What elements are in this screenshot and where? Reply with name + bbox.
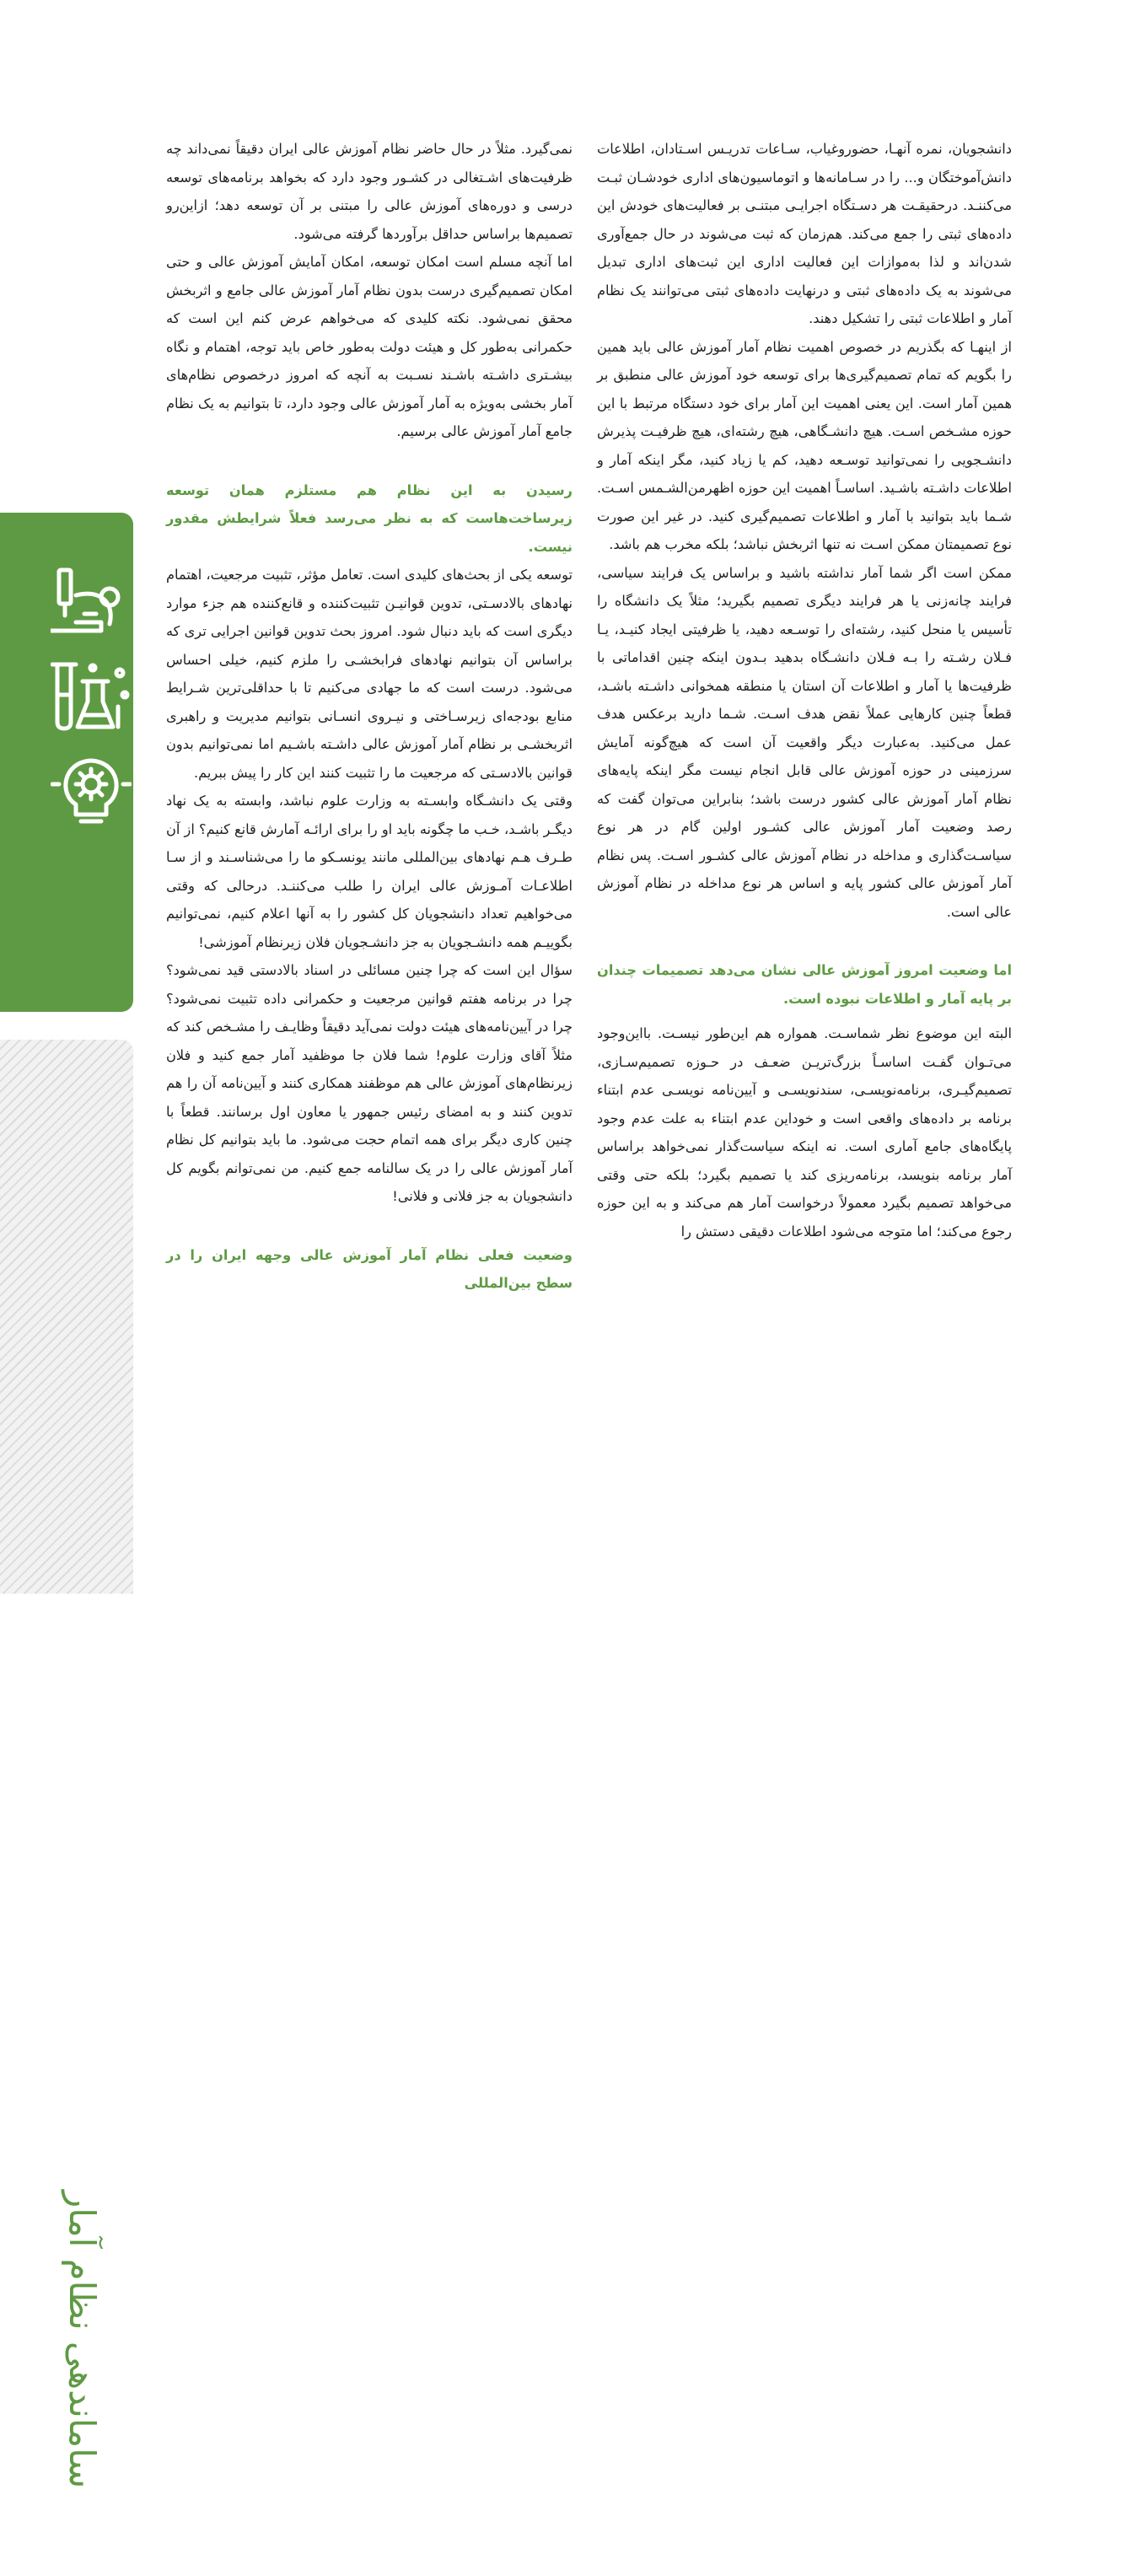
microscope-icon	[51, 563, 132, 639]
paragraph: توسعه یکی از بحث‌های کلیدی است. تعامل مؤثر، تثبیت مرجعیت، اهتمام نهادهای بالادسـتی، تدوین قوانیـن تثبیت‌کننده و قانع‌کننده هم جزء موارد دیگری است که باید دنبال شود. امروز بحث تدوین قوانین اجرایی تری که براساس آن بتوانیم نهادهای فرابخشـی را ملزم کنیم، خیلی احساس می‌شود. درست است که ما جهادی می‌کنیم تا با حداقلی‌ترین شـرایط منابع بودجه‌ای زیرسـاختی و نیـروی انسـانی بتوانیم مدیریت و راهبری اثربخشـی بر نظام آمار آموزش عالی داشـته باشـیم اما نمی‌توانیم بدون قوانین بالادسـتی که مرجعیت ما را تثبیت کنند این کار را پیش ببریم.	[166, 567, 573, 781]
lightbulb-gear-icon	[51, 750, 132, 826]
paragraph: سؤال این است که چرا چنین مسائلی در اسناد بالادستی قید نمی‌شود؟ چرا در برنامه هفتم قوانین مرجعیت و حکمرانی داده تثبیت نمی‌شود؟ چرا در آیین‌نامه‌های هیئت دولت نمی‌آید دقیقاً وظایـف را مشـخص کند که مثلاً آقای وزارت علوم! شما فلان جا موظفید آمار جمع کنید و فلان زیرنظام‌های آموزش عالی هم موظفند همکاری کنند و آیین‌نامه آن را هم تدوین کنند و به امضای رئیس جمهور یا معاون اول برسانند. قطعاً با چنین کاری دیگر برای همه اتمام حجت می‌شود. ما باید بتوانیم کل نظام آمار آموزش عالی را در یک سالنامه جمع کنیم. من نمی‌توانم بگویم کل دانشجویان به جز فلانی و فلانی!	[166, 962, 573, 1204]
right-column	[597, 135, 1012, 1245]
paragraph: البته این موضوع نظر شماسـت. همواره هم این‌طور نیسـت. بااین‌وجود می‌تـوان گفـت اساسـاً بزرگ‌تریـن ضعـف در حـوزه تصمیم‌سـازی، تصمیم‌گیـری، برنامه‌نویسـی، سندنویسـی و آیین‌نامه نویسـی عدم ابتناء برنامه بر داده‌های واقعی است و خوداین عدم ابتناء به علت عدم وجود پایگاه‌های جامع آماری است. نه اینکه سیاست‌گذار نمی‌خواهد براساس آمار برنامه بنویسد، برنامه‌ریزی کند یا تصمیم بگیرد؛ بلکه حتی وقتی می‌خواهد تصمیم بگیرد معمولاً درخواست آمار هم می‌کند و به این حوزه رجوع می‌کند؛ اما متوجه می‌شود اطلاعات دقیقی دستش را	[597, 1025, 1012, 1240]
paragraph: دانشجویان، نمره آنهـا، حضوروغیاب، سـاعات تدریـس اسـتادان، اطلاعات دانش‌آموختگان و... را در سـامانه‌ها و اتوماسیون‌های اداری خودشـان ثبـت می‌کننـد. درحقیقـت هر دسـتگاه اجرایـی مبتنـی بر فعالیت‌های خودش این داده‌های ثبتی را جمع می‌کند. هم‌زمان که ثبت می‌شوند در حال جمع‌آوری شدن‌اند و لذا به‌موازات این فعالیت اداری این ثبت‌های اداری تبدیل می‌شوند به یک داده‌های ثبتی و درنهایت داده‌های ثبتی می‌توانند یک نظام آمار و اطلاعات ثبتی را تشکیل دهند.	[597, 141, 1012, 326]
paragraph: از اینهـا که بگذریم در خصوص اهمیت نظام آمار آموزش عالی باید همین را بگویم که تمام تصمیم‌گیری‌ها برای توسعه خود آموزش عالی منطبق بر همین آمار است. این یعنی اهمیت این آمار برای خود دستگاه مرتبط با این حوزه مشـخص اسـت. هیچ دانشـگاهی، هیچ رشته‌ای، هیچ ظرفیـت پذیرش دانشـجویی را نمی‌توانید توسـعه دهید، کم یا زیاد کنید، مگر اینکه آمار و اطلاعات داشـته باشـید. اساسـاً اهمیت این حوزه اظهرمن‌الشـمس اسـت. شـما باید بتوانید با آمار و اطلاعات تصمیم‌گیری کنید. در غیر این صورت نوع تصمیمتان ممکن اسـت نه تنها اثربخش نباشد؛ بلکه مخرب هم باشد.	[597, 338, 1012, 552]
paragraph: اما آنچه مسلم است امکان توسعه، امکان آمایش آموزش عالی و حتی امکان تصمیم‌گیری درست بدون نظام آمار آموزش عالی جامع و اثربخش محقق نمی‌شود. نکته کلیدی که می‌خواهم عرض کنم این است که حکمرانی به‌طور کل و هیئت دولت به‌طور خاص باید توجه، اهتمام و نگاه بیشـتری داشـته باشـند نسـبت به آنچه که امروز درخصوص نظام‌های آمار بخشی به‌ویژه به آمار آموزش عالی وجود دارد، تا بتوانیم به یک نظام جامع آمار آموزش عالی برسیم.	[166, 254, 573, 439]
interview-question: وضعیت فعلی نظام آمار آموزش عالی وجهه ایران را در سطح بین‌المللی	[166, 1246, 573, 1291]
lab-flasks-icon	[51, 656, 132, 732]
sidebar-striped-panel	[0, 1040, 133, 2489]
sidebar-green-panel	[0, 513, 133, 1012]
left-column	[166, 135, 573, 1298]
paragraph: ممکن است اگر شما آمار نداشته باشید و براساس یک فرایند سیاسی، فرایند چانه‌زنی یا هر فرایند دیگری تصمیم بگیرید؛ مثلاً یک دانشگاه را تأسیس یا منحل کنید، رشته‌ای را توسـعه دهید، یا ظرفیتی ایجاد کنیـد، یـا فـلان رشـته را بـه فـلان دانشـگاه بدهید بـدون اینکه چنین اقداماتی با ظرفیت‌ها یا آمار و اطلاعات آن استان یا منطقه همخوانی داشـته باشـد، قطعاً چنین کارهایی عملاً نقض هدف اسـت. شـما دارید برعکس هدف عمل می‌کنید. به‌عبارت دیگر واقعیت آن است که هیچ‌گونه آمایش سرزمینی در حوزه آموزش عالی قابل انجام نیست مگر اینکه پایه‌های نظام آمار آموزش عالی کشور درست باشد؛ بنابراین می‌توان گفت که رصد وضعیت آمار آموزش عالی کشـور اولین گام در هر نوع سیاسـت‌گذاری و مداخله در نظام آموزش عالی کشـور اسـت. پس نظام آمار آموزش عالی کشور پایه و اساس هر نوع مداخله در نظام آموزش عالی است.	[597, 564, 1012, 920]
interview-question: اما وضعیت امروز آموزش عالی نشان می‌دهد تصمیمات چندان بر پایه آمار و اطلاعات نبوده است.	[597, 962, 1012, 1007]
paragraph: نمی‌گیرد. مثلاً در حال حاضر نظام آموزش عالی ایران دقیقاً نمی‌داند چه ظرفیت‌های اشـتغالی در کشـور وجود دارد که بخواهد برنامه‌های توسعه درسی و دوره‌های آموزش عالی را مبتنی بر آن توسعه دهد؛ ازاین‌رو تصمیم‌ها براساس حداقل برآوردها گرفته می‌شود.	[166, 141, 573, 242]
section-title: ساماندهی نظام آمار	[62, 2191, 103, 2489]
paragraph: وقتی یک دانشـگاه وابسـته به وزارت علوم نباشد، وابسته به یک نهاد دیگـر باشـد، خـب ما چگونه باید او را برای ارائـه آمارش قانع کنیم؟ از آن طـرف هـم نهادهای بین‌المللی مانند یونسـکو ما را می‌شناسـند و از سـا اطلاعـات آمـوزش عالی ایران را طلب می‌کننـد. درحالی که وقتی می‌خواهیم تعداد دانشجویان کل کشور را به آنها اعلام کنیم، نمی‌توانیم بگوییـم همه دانشـجویان به جز دانشـجویان فلان زیرنظام آموزشی!	[166, 793, 573, 950]
interview-question: رسیدن به این نظام هم مستلزم همان توسعه زیرساخت‌هاست که به نظر می‌رسد فعلاً شرایطش مقدور نیست.	[166, 481, 573, 555]
